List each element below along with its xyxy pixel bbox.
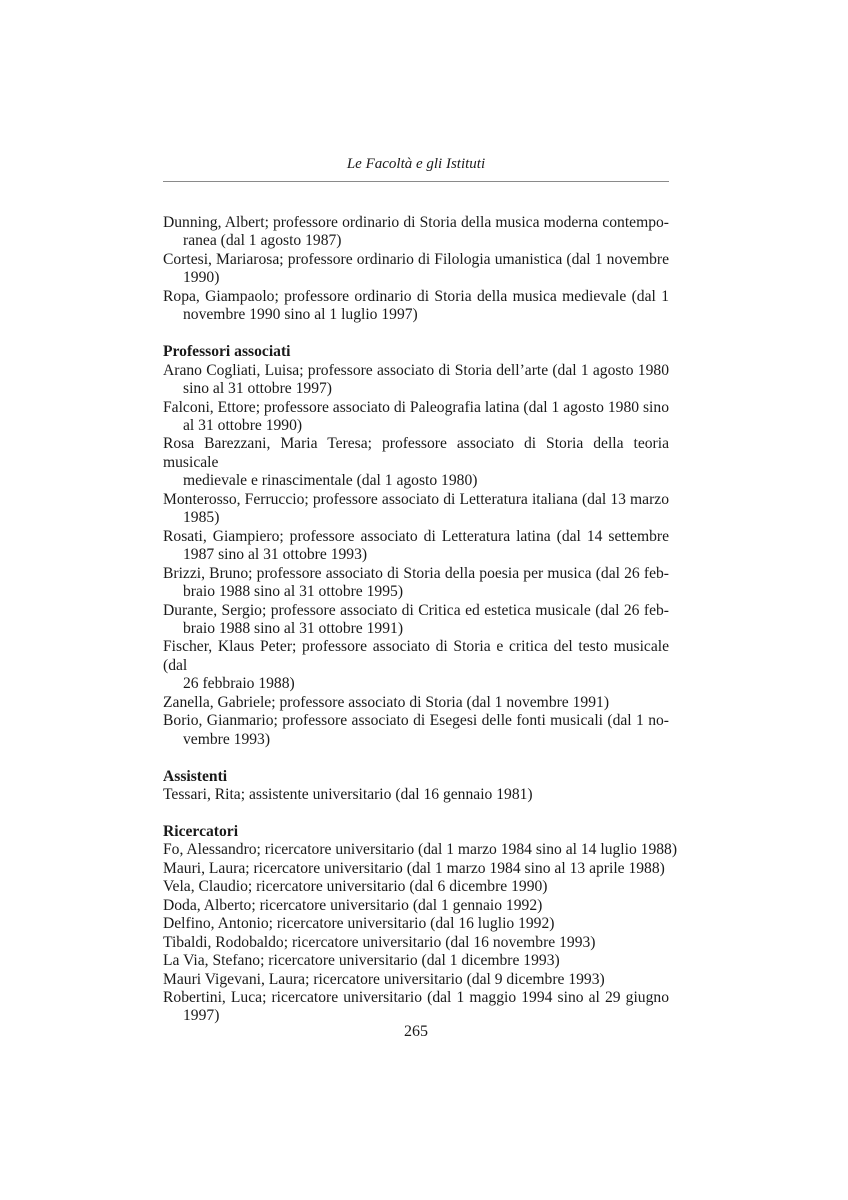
entry-line: Rosati, Giampiero; professore associato di Letteratura latina (dal 14 settembre	[163, 527, 669, 545]
list-item	[163, 491, 669, 528]
entry-line: Ropa, Giampaolo; professore ordinario di Storia della musica medievale (dal 1	[163, 287, 669, 305]
section	[163, 822, 678, 1026]
list-item	[163, 786, 669, 804]
list-item	[163, 989, 669, 1026]
entry-line: novembre 1990 sino al 1 luglio 1997)	[183, 306, 418, 324]
entry-line: Delfino, Antonio; ricercatore universitario (dal 16 luglio 1992)	[163, 915, 555, 933]
list-item	[163, 399, 669, 436]
list-item	[163, 915, 669, 933]
entry-line: Fo, Alessandro; ricercatore universitario (dal 1 marzo 1984 sino al 14 luglio 1988)	[163, 841, 678, 859]
entry-line: 26 febbraio 1988)	[183, 675, 295, 693]
entry-line: 1987 sino al 31 ottobre 1993)	[183, 546, 368, 564]
list-item	[163, 878, 669, 896]
list-item	[163, 952, 669, 970]
entry-line: Dunning, Albert; professore ordinario di Storia della musica moderna contempo-	[163, 214, 669, 231]
entry-line: Mauri, Laura; ricercatore universitario (dal 1 marzo 1984 sino al 13 aprile 1988)	[163, 859, 665, 877]
section	[163, 214, 669, 325]
entry-line: braio 1988 sino al 31 ottobre 1991)	[183, 619, 404, 637]
list-item	[163, 897, 669, 915]
entry-line: Brizzi, Bruno; professore associato di Storia della poesia per musica (dal 26 feb-	[163, 564, 669, 582]
page-body	[163, 214, 678, 1026]
entry-line: braio 1988 sino al 31 ottobre 1995)	[183, 583, 404, 601]
list-item	[163, 214, 669, 251]
entry-line: Borio, Gianmario; professore associato di Esegesi delle fonti musicali (dal 1 no-	[163, 712, 669, 730]
list-item	[163, 638, 669, 693]
list-item	[163, 528, 669, 565]
list-item	[163, 251, 669, 288]
section	[163, 768, 669, 805]
entry-line: Fischer, Klaus Peter; professore associato di Storia e critica del testo musicale (dal	[163, 638, 669, 674]
section-heading: Ricercatori	[163, 822, 239, 840]
entry-line: Doda, Alberto; ricercatore universitario (dal 1 gennaio 1992)	[163, 896, 543, 914]
entry-line: Durante, Sergio; professore associato di Critica ed estetica musicale (dal 26 feb-	[163, 601, 669, 619]
list-item	[163, 288, 669, 325]
running-head: Le Facoltà e gli Istituti	[346, 156, 486, 172]
list-item	[163, 435, 669, 490]
section-heading: Professori associati	[163, 343, 291, 361]
entry-line: Mauri Vigevani, Laura; ricercatore universitario (dal 9 dicembre 1993)	[163, 970, 605, 988]
list-item	[163, 934, 669, 952]
entry-line: medievale e rinascimentale (dal 1 agosto 1980)	[183, 472, 478, 490]
entry-line: ranea (dal 1 agosto 1987)	[183, 232, 342, 250]
header-rule	[163, 181, 669, 182]
list-item	[163, 860, 669, 878]
list-item	[163, 694, 669, 712]
entry-line: Tibaldi, Rodobaldo; ricercatore universitario (dal 16 novembre 1993)	[163, 933, 596, 951]
list-item	[163, 362, 669, 399]
section-heading: Assistenti	[163, 767, 228, 785]
entry-line: Cortesi, Mariarosa; professore ordinario di Filologia umanistica (dal 1 novembre	[163, 250, 669, 268]
list-item	[163, 971, 669, 989]
entry-line: sino al 31 ottobre 1997)	[183, 380, 332, 398]
list-item	[163, 602, 669, 639]
page-number: 265	[404, 1023, 428, 1040]
entry-line: Rosa Barezzani, Maria Teresa; professore associato di Storia della teoria musicale	[163, 435, 669, 471]
entry-line: Monterosso, Ferruccio; professore associato di Letteratura italiana (dal 13 marzo	[163, 490, 669, 508]
entry-line: Falconi, Ettore; professore associato di Paleografia latina (dal 1 agosto 1980 sino	[163, 398, 669, 416]
entry-line: Robertini, Luca; ricercatore universitario (dal 1 maggio 1994 sino al 29 giugno	[163, 988, 669, 1006]
entry-line: al 31 ottobre 1990)	[183, 416, 303, 434]
entry-line: Zanella, Gabriele; professore associato di Storia (dal 1 novembre 1991)	[163, 693, 610, 711]
entry-line: Tessari, Rita; assistente universitario (dal 16 gennaio 1981)	[163, 786, 533, 804]
entry-line: 1997)	[183, 1007, 220, 1025]
entry-line: 1990)	[183, 269, 220, 287]
entry-line: La Via, Stefano; ricercatore universitario (dal 1 dicembre 1993)	[163, 952, 560, 970]
entry-line: Vela, Claudio; ricercatore universitario (dal 6 dicembre 1990)	[163, 878, 548, 896]
list-item	[163, 565, 669, 602]
entry-line: vembre 1993)	[183, 730, 271, 748]
list-item	[163, 712, 669, 749]
list-item	[163, 841, 678, 859]
entry-line: Arano Cogliati, Luisa; professore associato di Storia dell’arte (dal 1 agosto 1980	[163, 361, 669, 379]
section	[163, 343, 669, 749]
entry-line: 1985)	[183, 509, 220, 527]
